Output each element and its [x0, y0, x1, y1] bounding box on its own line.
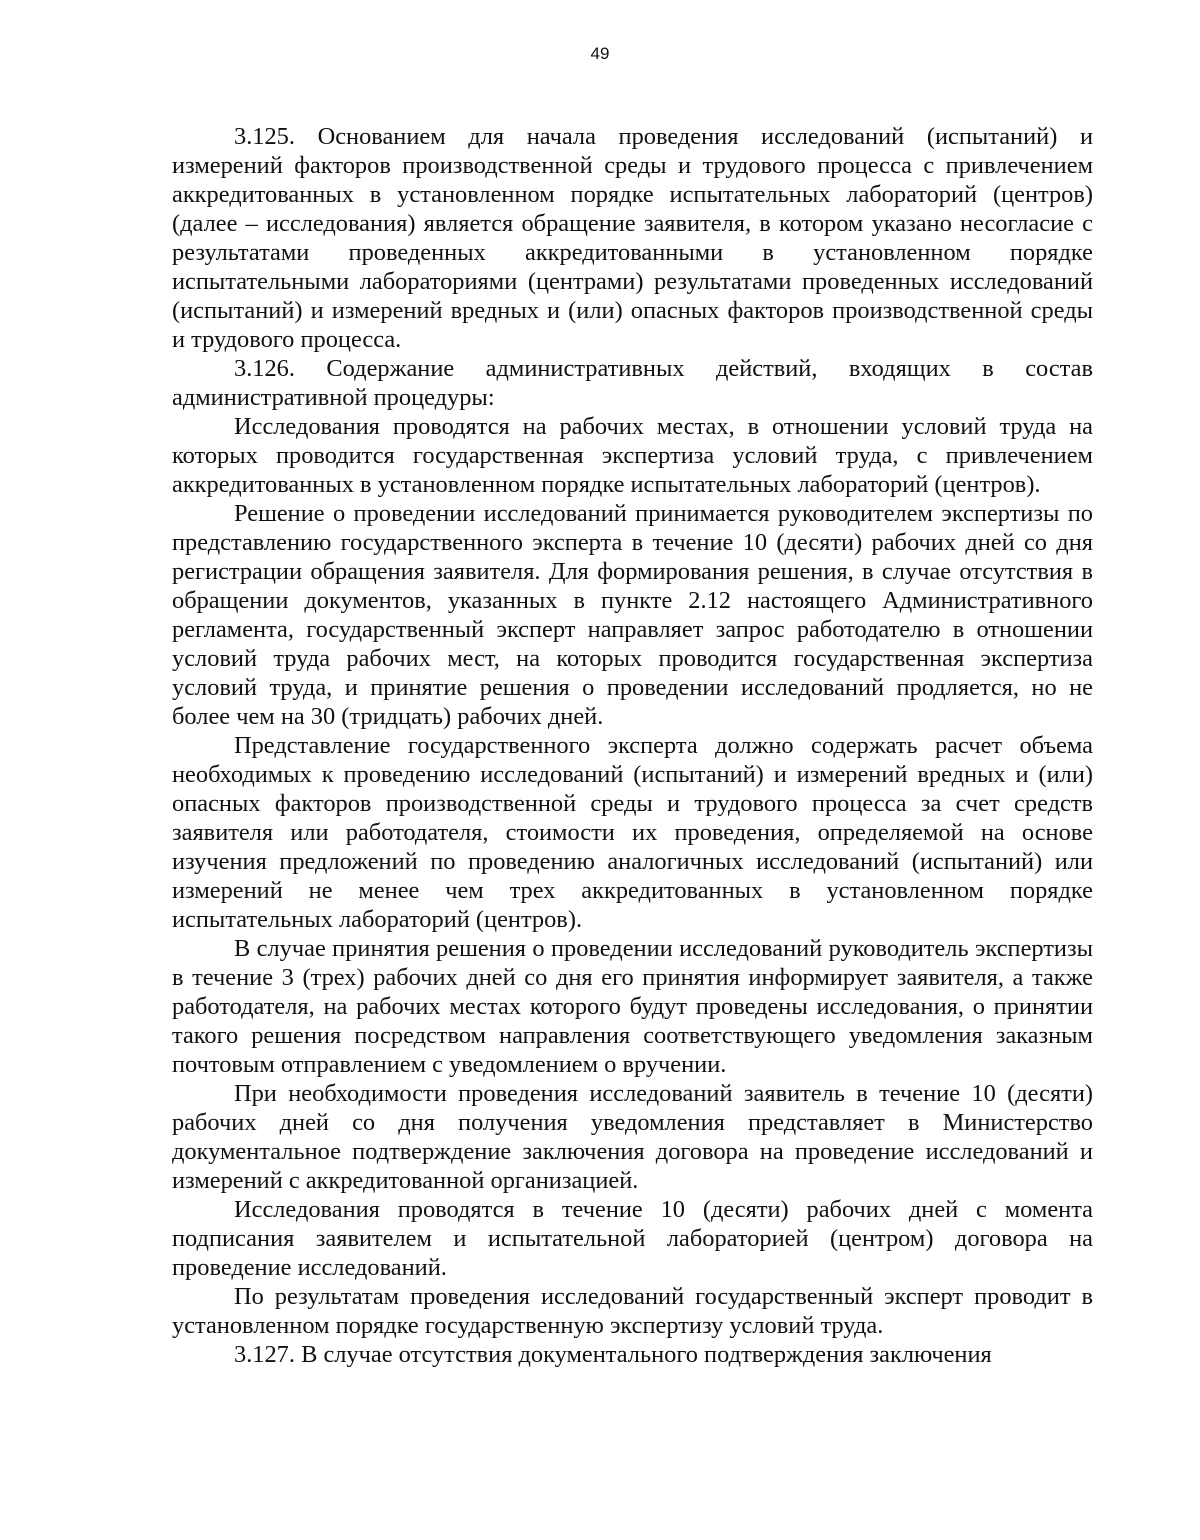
page-number: 49 [590, 44, 610, 63]
paragraph-contract: При необходимости проведения исследований заявитель в течение 10 (десяти) рабочих дней со дня получения уведомления представляет в Министерство документальное подтверждение заключения договора на проведение исследований и измерений с аккредитованной организацией. [172, 1080, 1093, 1194]
document-body [172, 122, 1093, 1369]
paragraph-3-125: 3.125. Основанием для начала проведения исследований (испытаний) и измерений факторов производственной среды и трудового процесса с привлечением аккредитованных в установленном порядке испытательных лабораторий (центров) (далее – исследования) является обращение заявителя, в котором указано несогласие с результатами проведенных аккредитованными в установленном порядке испытательными лабораториями (центрами) результатами проведенных исследований (испытаний) и измерений вредных и (или) опасных факторов производственной среды и трудового процесса. [172, 123, 1093, 353]
paragraph-workplaces: Исследования проводятся на рабочих местах, в отношении условий труда на которых проводится государственная экспертиза условий труда, с привлечением аккредитованных в установленном порядке испытательных лабораторий (центров). [172, 413, 1093, 498]
paragraph-3-127: 3.127. В случае отсутствия документального подтверждения заключения [234, 1341, 992, 1368]
paragraph-expert-submission: Представление государственного эксперта должно содержать расчет объема необходимых к проведению исследований (испытаний) и измерений вредных и (или) опасных факторов производственной среды и трудового процесса за счет средств заявителя или работодателя, стоимости их проведения, определяемой на основе изучения предложений по проведению аналогичных исследований (испытаний) или измерений не менее чем трех аккредитованных в установленном порядке испытательных лабораторий (центров). [172, 732, 1093, 933]
paragraph-decision: Решение о проведении исследований принимается руководителем экспертизы по представлению государственного эксперта в течение 10 (десяти) рабочих дней со дня регистрации обращения заявителя. Для формирования решения, в случае отсутствия в обращении документов, указанных в пункте 2.12 настоящего Административного регламента, государственный эксперт направляет запрос работодателю в отношении условий труда рабочих мест, на которых проводится государственная экспертиза условий труда, и принятие решения о проведении исследований продляется, но не более чем на 30 (тридцать) рабочих дней. [172, 500, 1093, 730]
paragraph-3-126: 3.126. Содержание административных действий, входящих в состав административной процедуры: [172, 355, 1093, 411]
paragraph-notification: В случае принятия решения о проведении исследований руководитель экспертизы в течение 3 (трех) рабочих дней со дня его принятия информирует заявителя, а также работодателя, на рабочих местах которого будут проведены исследования, о принятии такого решения посредством направления соответствующего уведомления заказным почтовым отправлением с уведомлением о вручении. [172, 935, 1093, 1078]
paragraph-duration: Исследования проводятся в течение 10 (десяти) рабочих дней с момента подписания заявителем и испытательной лабораторией (центром) договора на проведение исследований. [172, 1196, 1093, 1281]
paragraph-results: По результатам проведения исследований государственный эксперт проводит в установленном порядке государственную экспертизу условий труда. [172, 1283, 1093, 1339]
